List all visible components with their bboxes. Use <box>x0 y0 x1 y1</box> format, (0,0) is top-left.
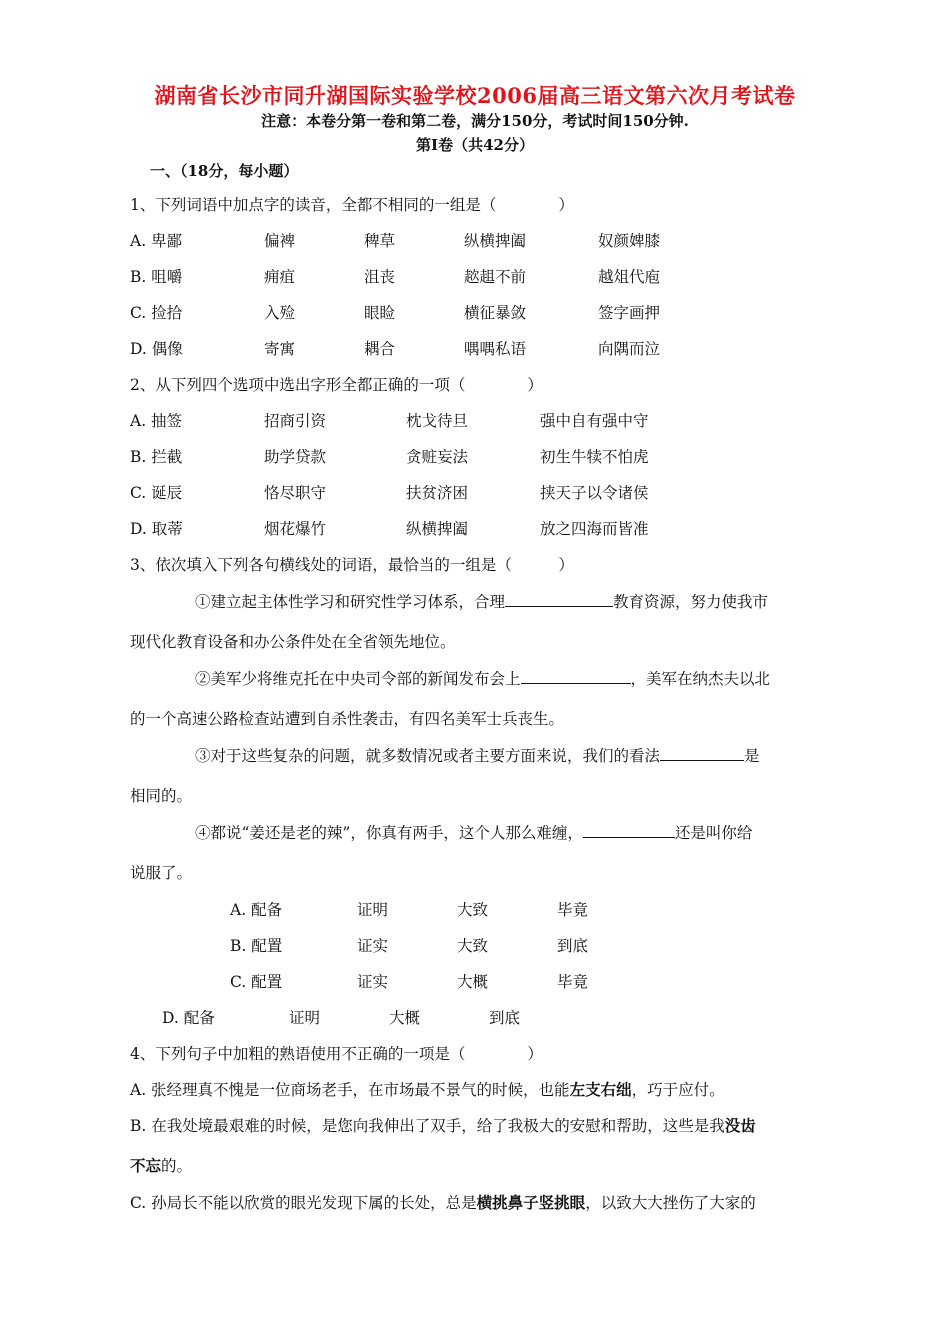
option-cell: 挟天子以令诸侯 <box>540 484 649 502</box>
option-text: B. 在我处境最艰难的时候，是您向我伸出了双手，给了我极大的安慰和帮助，这些是我 <box>130 1117 725 1135</box>
option-cell: D. 偶像 <box>130 340 183 358</box>
option-cell: 奴颜婢膝 <box>598 232 661 250</box>
option-cell: 扶贫济困 <box>406 484 469 502</box>
option-cell: 入殓 <box>264 304 296 322</box>
option-cell: A. 配备 <box>230 901 283 919</box>
sentence-4-continued: 说服了。 <box>130 864 193 882</box>
option-text: C. 孙局长不能以欣赏的眼光发现下属的长处，总是 <box>130 1194 477 1212</box>
option-cell: A. 抽签 <box>130 412 183 430</box>
bold-idiom: 不忘 <box>130 1156 162 1175</box>
option-cell: 证实 <box>357 973 389 991</box>
sentence-text: ③对于这些复杂的问题，就多数情况或者主要方面来说，我们的看法 <box>195 747 661 765</box>
option-cell: 贪赃妄法 <box>406 448 469 466</box>
option-cell: 偏裨 <box>264 232 296 250</box>
fill-blank <box>583 823 675 838</box>
option-cell: 放之四海而皆准 <box>540 520 649 538</box>
option-cell: A. 卑鄙 <box>130 232 183 250</box>
sentence-text: ，美军在纳杰夫以北 <box>630 670 771 688</box>
option-cell: 助学贷款 <box>264 448 327 466</box>
option-cell: 沮丧 <box>364 268 396 286</box>
sentence-2 <box>195 667 770 689</box>
option-cell: 大概 <box>389 1009 421 1027</box>
option-cell: 纵横捭阖 <box>406 520 469 538</box>
fill-blank <box>521 669 631 684</box>
fill-blank <box>505 592 613 607</box>
option-cell: 强中自有强中守 <box>540 412 649 430</box>
sentence-3 <box>195 744 760 766</box>
exam-notice: 注意：本卷分第一卷和第二卷，满分150分，考试时间150分钟. <box>261 112 689 130</box>
bold-idiom: 没齿 <box>724 1116 756 1135</box>
sentence-1-continued: 现代化教育设备和办公条件处在全省领先地位。 <box>130 633 456 651</box>
option-cell: B. 拦截 <box>130 448 183 466</box>
option-cell: 大致 <box>457 901 489 919</box>
question-1-stem: 1、下列词语中加点字的读音，全都不相同的一组是（ ） <box>130 196 574 214</box>
option-cell: 稗草 <box>364 232 396 250</box>
fill-blank <box>660 746 744 761</box>
option-cell: 趑趄不前 <box>464 268 527 286</box>
option-cell: 到底 <box>489 1009 521 1027</box>
option-cell: B. 配置 <box>230 937 283 955</box>
option-cell: D. 配备 <box>162 1009 215 1027</box>
option-cell: 眼睑 <box>364 304 396 322</box>
sentence-text: 教育资源，努力使我市 <box>613 593 769 611</box>
sentence-2-continued: 的一个高速公路检查站遭到自杀性袭击，有四名美军士兵丧生。 <box>130 710 565 728</box>
bold-idiom: 横挑鼻子竖挑眼 <box>476 1193 586 1212</box>
sentence-text: ④都说“姜还是老的辣”，你真有两手，这个人那么难缠， <box>195 824 583 842</box>
option-cell: 证明 <box>289 1009 321 1027</box>
option-text: 的。 <box>161 1157 193 1175</box>
question-3-stem: 3、依次填入下列各句横线处的词语，最恰当的一组是（ ） <box>130 556 574 574</box>
sentence-text: ①建立起主体性学习和研究性学习体系，合理 <box>195 593 506 611</box>
option-cell: 喁喁私语 <box>464 340 527 358</box>
option-cell: 大概 <box>457 973 489 991</box>
option-cell: 毕竟 <box>557 901 589 919</box>
sentence-1 <box>195 590 768 612</box>
option-cell: D. 取蒂 <box>130 520 183 538</box>
option-text: ，巧于应付。 <box>631 1081 725 1099</box>
option-a <box>130 1078 725 1100</box>
option-cell: B. 咀嚼 <box>130 268 183 286</box>
sentence-text: ②美军少将维克托在中央司令部的新闻发布会上 <box>195 670 521 688</box>
section-heading: 一、（18分，每小题） <box>150 162 299 180</box>
option-cell: 初生牛犊不怕虎 <box>540 448 649 466</box>
option-cell: 向隅而泣 <box>598 340 661 358</box>
option-cell: 签字画押 <box>598 304 661 322</box>
sentence-3-continued: 相同的。 <box>130 787 193 805</box>
option-cell: 烟花爆竹 <box>264 520 327 538</box>
option-cell: 恪尽职守 <box>264 484 327 502</box>
sentence-4 <box>195 821 752 843</box>
option-text: ，以致大大挫伤了大家的 <box>585 1194 756 1212</box>
option-cell: 痈疽 <box>264 268 296 286</box>
option-b-continued <box>130 1154 192 1176</box>
sentence-text: 是 <box>744 747 760 765</box>
option-cell: 证明 <box>357 901 389 919</box>
option-cell: 纵横捭阖 <box>464 232 527 250</box>
option-cell: 越俎代庖 <box>598 268 661 286</box>
exam-title: 湖南省长沙市同升湖国际实验学校2006届高三语文第六次月考试卷 <box>154 83 796 108</box>
option-cell: 横征暴敛 <box>464 304 527 322</box>
option-cell: 毕竟 <box>557 973 589 991</box>
option-cell: 枕戈待旦 <box>406 412 469 430</box>
option-cell: C. 捡拾 <box>130 304 183 322</box>
option-cell: 耦合 <box>364 340 396 358</box>
option-cell: C. 配置 <box>230 973 283 991</box>
option-cell: 寄寓 <box>264 340 296 358</box>
question-2-stem: 2、从下列四个选项中选出字形全都正确的一项（ ） <box>130 376 543 394</box>
volume-heading: 第Ⅰ卷（共42分） <box>416 136 534 154</box>
option-cell: 证实 <box>357 937 389 955</box>
question-4-stem: 4、下列句子中加粗的熟语使用不正确的一项是（ ） <box>130 1045 543 1063</box>
option-cell: C. 诞辰 <box>130 484 183 502</box>
option-cell: 大致 <box>457 937 489 955</box>
option-text: A. 张经理真不愧是一位商场老手，在市场最不景气的时候，也能 <box>130 1081 570 1099</box>
bold-idiom: 左支右绌 <box>569 1080 632 1099</box>
sentence-text: 还是叫你给 <box>674 824 753 842</box>
option-cell: 招商引资 <box>264 412 327 430</box>
option-b <box>130 1114 756 1136</box>
option-cell: 到底 <box>557 937 589 955</box>
option-c <box>130 1191 756 1213</box>
